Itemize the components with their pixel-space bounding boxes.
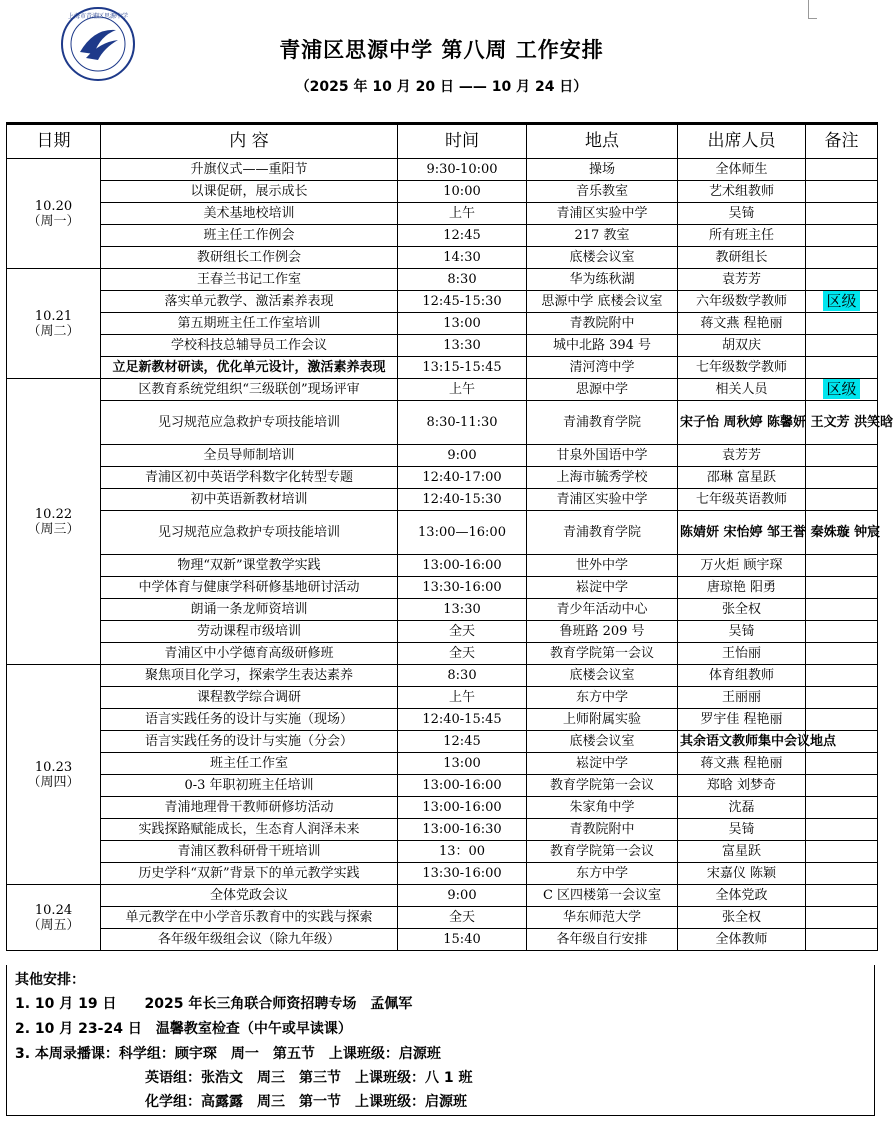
place-cell: 青浦区实验中学 [527,489,678,511]
content-cell: 0-3 年职初班主任培训 [101,775,398,797]
attendees-cell: 万火炬 顾宇琛 [678,555,806,577]
table-row [7,797,878,819]
attendees-cell: 所有班主任 [678,225,806,247]
table-row [7,445,878,467]
column-header-attendees: 出席人员 [678,124,806,159]
table-row [7,511,878,555]
place-cell: 青浦教育学院 [527,401,678,445]
content-cell: 初中英语新教材培训 [101,489,398,511]
note-cell [806,775,878,797]
time-cell: 12:40-17:00 [398,467,527,489]
other-item-4: 英语组：张浩文 周三 第三节 上课班级：八 1 班 [145,1070,473,1086]
table-row [7,687,878,709]
content-cell: 班主任工作室 [101,753,398,775]
place-cell: 清河湾中学 [527,357,678,379]
note-cell [806,687,878,709]
time-cell: 上午 [398,379,527,401]
place-cell: 东方中学 [527,687,678,709]
attendees-cell: 蒋文燕 程艳丽 [678,753,806,775]
place-cell: 上师附属实验 [527,709,678,731]
content-cell: 聚焦项目化学习，探索学生表达素养 [101,665,398,687]
table-header-row [7,124,878,159]
place-cell: 底楼会议室 [527,247,678,269]
note-cell [806,467,878,489]
table-row [7,621,878,643]
svg-text:上海市青浦区思源中学: 上海市青浦区思源中学 [67,13,129,20]
attendees-cell: 艺术组教师 [678,181,806,203]
attendees-cell: 全体党政 [678,885,806,907]
date-value: 10.22 [34,506,73,522]
weekday: （周三） [27,521,80,537]
time-cell: 12:45 [398,731,527,753]
time-cell: 15:40 [398,929,527,951]
date-cell [7,665,101,885]
content-cell: 王春兰书记工作室 [101,269,398,291]
attendees-cell: 蒋文燕 程艳丽 [678,313,806,335]
time-cell: 全天 [398,621,527,643]
time-cell: 10:00 [398,181,527,203]
note-cell [806,445,878,467]
time-cell: 上午 [398,203,527,225]
date-value: 10.23 [34,759,73,775]
note-cell [806,555,878,577]
attendees-cell: 王丽丽 [678,687,806,709]
place-cell: 青教院附中 [527,819,678,841]
note-cell [806,643,878,665]
time-cell: 13：00 [398,841,527,863]
table-row [7,401,878,445]
place-cell: 崧淀中学 [527,577,678,599]
time-cell: 13:00-16:00 [398,555,527,577]
note-cell [806,247,878,269]
content-cell: 青浦区初中英语学科数字化转型专题 [101,467,398,489]
table-row [7,841,878,863]
time-cell: 13:00-16:00 [398,775,527,797]
column-header-date: 日期 [7,124,101,159]
table-row [7,159,878,181]
note-cell [806,709,878,731]
content-cell: 青浦区中小学德育高级研修班 [101,643,398,665]
content-cell: 全员导师制培训 [101,445,398,467]
note-cell [806,599,878,621]
time-cell: 13:30 [398,335,527,357]
place-cell: 华为练秋湖 [527,269,678,291]
place-cell: 思源中学 底楼会议室 [527,291,678,313]
place-cell: 世外中学 [527,555,678,577]
attendees-cell: 富星跃 [678,841,806,863]
content-cell: 落实单元教学、激活素养表现 [101,291,398,313]
weekday: （周二） [27,323,80,339]
place-cell: 各年级自行安排 [527,929,678,951]
note-cell [806,819,878,841]
attendees-cell: 六年级数学教师 [678,291,806,313]
time-cell: 13:00-16:00 [398,797,527,819]
attendees-cell: 相关人员 [678,379,806,401]
time-cell: 13:00—16:00 [398,511,527,555]
date-cell [7,885,101,951]
note-cell [806,379,878,401]
attendees-cell: 袁芳芳 [678,445,806,467]
attendees-cell: 沈磊 [678,797,806,819]
note-cell [806,753,878,775]
schedule-body [7,159,893,951]
table-row [7,643,878,665]
place-cell: 上海市毓秀学校 [527,467,678,489]
content-cell: 见习规范应急救护专项技能培训 [101,511,398,555]
attendees-cell: 吴锜 [678,621,806,643]
content-cell: 升旗仪式——重阳节 [101,159,398,181]
attendees-cell: 宋子怡 周秋婷 陈馨妍 王文芳 洪笑晗 [678,401,806,445]
place-cell: 崧淀中学 [527,753,678,775]
content-cell: 朗诵一条龙师资培训 [101,599,398,621]
attendees-cell: 吴锜 [678,819,806,841]
time-cell: 全天 [398,643,527,665]
attendees-cell: 陈婧妍 宋怡婷 邹王誉 秦姝璇 钟宸 [678,511,806,555]
content-cell: 劳动课程市级培训 [101,621,398,643]
place-cell: 鲁班路 209 号 [527,621,678,643]
content-cell: 青浦地理骨干教师研修坊活动 [101,797,398,819]
content-cell: 班主任工作例会 [101,225,398,247]
time-cell: 12:40-15:30 [398,489,527,511]
content-cell: 语言实践任务的设计与实施（分会） [101,731,398,753]
table-row [7,665,878,687]
table-row [7,819,878,841]
attendees-cell: 吴锜 [678,203,806,225]
place-cell: 操场 [527,159,678,181]
page-corner-mark [808,0,817,19]
place-cell: 底楼会议室 [527,665,678,687]
place-cell: 青教院附中 [527,313,678,335]
attendees-cell: 张全权 [678,907,806,929]
place-cell: 教育学院第一会议 [527,643,678,665]
content-cell: 青浦区教科研骨干班培训 [101,841,398,863]
time-cell: 12:40-15:45 [398,709,527,731]
weekday: （周五） [27,917,80,933]
table-row [7,599,878,621]
table-row [7,467,878,489]
content-cell: 历史学科“双新”背景下的单元教学实践 [101,863,398,885]
attendees-cell: 邵琳 富星跃 [678,467,806,489]
attendees-cell: 其余语文教师集中会议地点 [678,731,806,753]
date-cell [7,269,101,379]
note-cell [806,357,878,379]
note-cell [806,841,878,863]
table-row [7,709,878,731]
column-header-content: 内 容 [101,124,398,159]
other-item-3: 3. 本周录播课：科学组：顾宇琛 周一 第五节 上课班级：启源班 [15,1046,441,1062]
table-row [7,929,878,951]
weekday: （周一） [27,213,80,229]
attendees-cell: 胡双庆 [678,335,806,357]
table-row [7,863,878,885]
time-cell: 13:15-15:45 [398,357,527,379]
note-cell [806,907,878,929]
column-header-time: 时间 [398,124,527,159]
attendees-cell: 唐琼艳 阳勇 [678,577,806,599]
attendees-cell: 宋嘉仪 陈颖 [678,863,806,885]
attendees-cell: 袁芳芳 [678,269,806,291]
attendees-cell: 张全权 [678,599,806,621]
table-row [7,885,878,907]
place-cell: 教育学院第一会议 [527,841,678,863]
other-item-2: 2. 10 月 23-24 日 温馨教室检查（中午或早读课） [15,1021,352,1037]
content-cell: 语言实践任务的设计与实施（现场） [101,709,398,731]
table-row [7,357,878,379]
place-cell: 青浦教育学院 [527,511,678,555]
place-cell: 217 教室 [527,225,678,247]
table-row [7,335,878,357]
time-cell: 全天 [398,907,527,929]
table-row [7,225,878,247]
attendees-cell: 罗宇佳 程艳丽 [678,709,806,731]
page-title: 青浦区思源中学 第八周 工作安排 [279,38,604,62]
note-cell [806,863,878,885]
note-cell [806,489,878,511]
date-value: 10.24 [34,902,73,918]
column-header-place: 地点 [527,124,678,159]
note-cell [806,621,878,643]
table-row [7,775,878,797]
content-cell: 立足新教材研读，优化单元设计，激活素养表现 [101,357,398,379]
content-cell: 见习规范应急救护专项技能培训 [101,401,398,445]
place-cell: 思源中学 [527,379,678,401]
table-row [7,555,878,577]
time-cell: 8:30 [398,665,527,687]
table-row [7,247,878,269]
time-cell: 13:30-16:00 [398,577,527,599]
time-cell: 9:30-10:00 [398,159,527,181]
schedule-table [6,122,893,951]
place-cell: 城中北路 394 号 [527,335,678,357]
table-row [7,577,878,599]
place-cell: 甘泉外国语中学 [527,445,678,467]
place-cell: 青浦区实验中学 [527,203,678,225]
attendees-cell: 全体教师 [678,929,806,951]
note-cell [806,291,878,313]
table-row [7,489,878,511]
content-cell: 实践探路赋能成长，生态育人润泽未来 [101,819,398,841]
content-cell: 课程教学综合调研 [101,687,398,709]
time-cell: 13:00-16:30 [398,819,527,841]
time-cell: 13:30 [398,599,527,621]
place-cell: 华东师范大学 [527,907,678,929]
time-cell: 14:30 [398,247,527,269]
time-cell: 9:00 [398,885,527,907]
note-cell [806,665,878,687]
note-cell [806,203,878,225]
content-cell: 第五期班主任工作室培训 [101,313,398,335]
other-item-1: 1. 10 月 19 日 2025 年长三角联合师资招聘专场 孟佩军 [15,996,413,1012]
date-cell [7,159,101,269]
content-cell: 全体党政会议 [101,885,398,907]
other-arrangements [6,965,875,1116]
content-cell: 美术基地校培训 [101,203,398,225]
time-cell: 8:30-11:30 [398,401,527,445]
content-cell: 中学体育与健康学科研修基地研讨活动 [101,577,398,599]
place-cell: 东方中学 [527,863,678,885]
attendees-cell: 体育组教师 [678,665,806,687]
time-cell: 13:30-16:00 [398,863,527,885]
content-cell: 单元教学在中小学音乐教育中的实践与探索 [101,907,398,929]
place-cell: 音乐教室 [527,181,678,203]
attendees-cell: 教研组长 [678,247,806,269]
content-cell: 物理“双新”课堂教学实践 [101,555,398,577]
district-level-badge: 区级 [823,291,859,311]
content-cell: 学校科技总辅导员工作会议 [101,335,398,357]
date-cell [7,379,101,665]
attendees-cell: 全体师生 [678,159,806,181]
attendees-cell: 七年级英语教师 [678,489,806,511]
weekday: （周四） [27,774,80,790]
district-level-badge: 区级 [823,379,859,399]
table-row [7,291,878,313]
table-row [7,181,878,203]
other-item-5: 化学组：高露露 周三 第一节 上课班级：启源班 [145,1094,467,1110]
note-cell [806,885,878,907]
time-cell: 12:45 [398,225,527,247]
note-cell [806,577,878,599]
attendees-cell: 七年级数学教师 [678,357,806,379]
content-cell: 各年级年级组会议（除九年级） [101,929,398,951]
attendees-cell: 郑晗 刘梦奇 [678,775,806,797]
attendees-cell: 王怡丽 [678,643,806,665]
time-cell: 9:00 [398,445,527,467]
note-cell [806,929,878,951]
time-cell: 上午 [398,687,527,709]
note-cell [806,313,878,335]
note-cell [806,797,878,819]
time-cell: 12:45-15:30 [398,291,527,313]
time-cell: 13:00 [398,313,527,335]
table-row [7,203,878,225]
table-row [7,379,878,401]
content-cell: 以课促研，展示成长 [101,181,398,203]
place-cell: 教育学院第一会议 [527,775,678,797]
time-cell: 8:30 [398,269,527,291]
place-cell: 底楼会议室 [527,731,678,753]
other-arrangements-heading: 其他安排： [15,972,85,988]
note-cell [806,269,878,291]
table-row [7,731,878,753]
content-cell: 区教育系统党组织“三级联创”现场评审 [101,379,398,401]
note-cell [806,225,878,247]
table-row [7,313,878,335]
date-value: 10.21 [34,308,73,324]
note-cell [806,181,878,203]
column-header-note: 备注 [806,124,878,159]
content-cell: 教研组长工作例会 [101,247,398,269]
table-row [7,753,878,775]
place-cell: C 区四楼第一会议室 [527,885,678,907]
table-row [7,269,878,291]
note-cell [806,159,878,181]
note-cell [806,335,878,357]
table-row [7,907,878,929]
place-cell: 青少年活动中心 [527,599,678,621]
time-cell: 13:00 [398,753,527,775]
date-range: （2025 年 10 月 20 日 —— 10 月 24 日） [295,79,588,95]
date-value: 10.20 [34,198,73,214]
place-cell: 朱家角中学 [527,797,678,819]
